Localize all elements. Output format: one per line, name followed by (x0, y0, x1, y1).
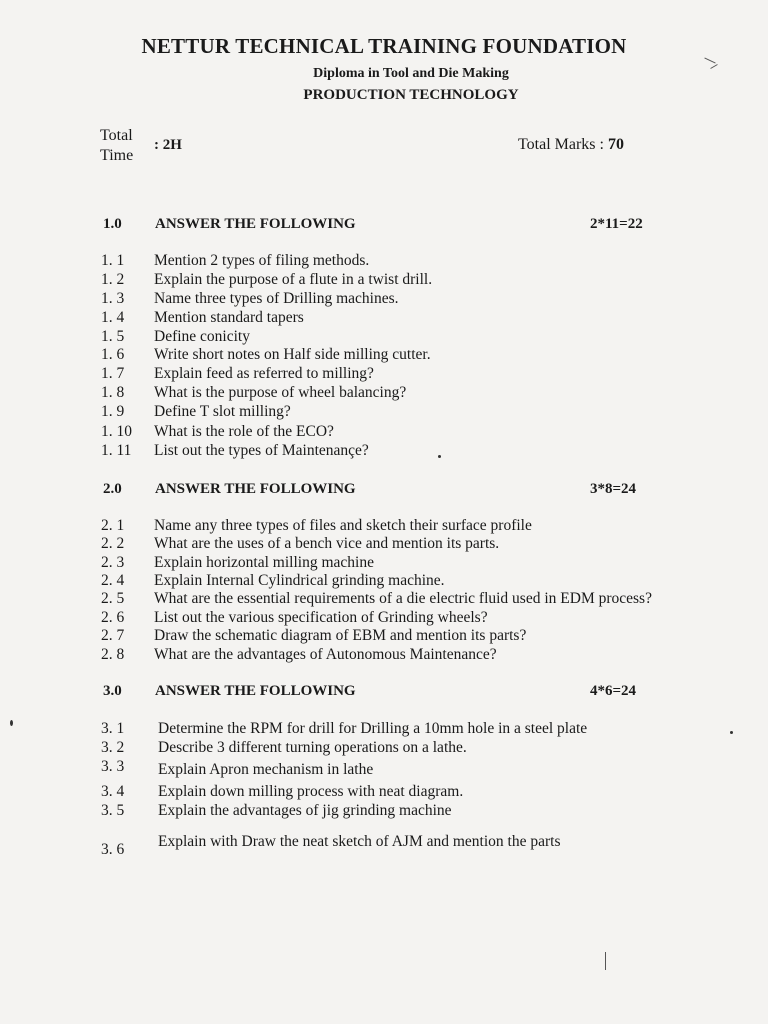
scan-mark (605, 952, 606, 970)
question-text: What is the purpose of wheel balancing? (154, 384, 407, 401)
question-text: Mention 2 types of filing methods. (154, 252, 370, 269)
section-title: ANSWER THE FOLLOWING (155, 481, 356, 497)
question-number: 3. 6 (101, 841, 125, 858)
question-text: Name three types of Drilling machines. (154, 290, 399, 307)
question-number: 2. 7 (101, 627, 125, 644)
question-text: What are the essential requirements of a die electric fluid used in EDM process? (154, 590, 652, 607)
question-text: Name any three types of files and sketch their surface profile (154, 517, 532, 534)
question-number: 2. 8 (101, 646, 125, 663)
question-text: Explain the advantages of jig grinding machine (158, 802, 452, 819)
question-text: List out the types of Maintenançe? (154, 442, 369, 459)
question-text: Define T slot milling? (154, 403, 291, 420)
question-text: Explain Apron mechanism in lathe (158, 761, 374, 778)
question-text: Explain Internal Cylindrical grinding machine. (154, 572, 445, 589)
question-text: Explain down milling process with neat diagram. (158, 783, 464, 800)
question-text: Write short notes on Half side milling cutter. (154, 346, 431, 363)
question-number: 2. 4 (101, 572, 125, 589)
scan-speck (10, 720, 13, 726)
question-number: 1. 11 (101, 442, 132, 459)
question-number: 1. 10 (101, 423, 132, 440)
question-number: 1. 5 (101, 328, 125, 345)
time-value: : 2H (154, 137, 182, 153)
question-text: Determine the RPM for drill for Drilling a 10mm hole in a steel plate (158, 720, 588, 737)
question-number: 1. 7 (101, 365, 125, 382)
section-title: ANSWER THE FOLLOWING (155, 683, 356, 699)
question-text: Explain the purpose of a flute in a twist drill. (154, 271, 433, 288)
question-text: List out the various specification of Grinding wheels? (154, 609, 488, 626)
section-number: 1.0 (103, 216, 122, 232)
scan-speck (730, 731, 733, 734)
section-title: ANSWER THE FOLLOWING (155, 216, 356, 232)
question-number: 3. 5 (101, 802, 125, 819)
question-text: What are the uses of a bench vice and mention its parts. (154, 535, 500, 552)
total-marks-label: Total Marks : (518, 136, 604, 153)
total-marks-value: 70 (607, 136, 624, 153)
question-number: 2. 6 (101, 609, 125, 626)
question-text: Describe 3 different turning operations on a lathe. (158, 739, 467, 756)
program-subtitle: Diploma in Tool and Die Making (313, 66, 509, 81)
question-number: 1. 1 (101, 252, 125, 269)
question-number: 2. 5 (101, 590, 125, 607)
question-text: Explain feed as referred to milling? (154, 365, 374, 382)
section-number: 3.0 (103, 683, 122, 699)
subject-title: PRODUCTION TECHNOLOGY (303, 87, 519, 103)
question-text: Draw the schematic diagram of EBM and mention its parts? (154, 627, 527, 644)
question-number: 2. 1 (101, 517, 125, 534)
institution-title: NETTUR TECHNICAL TRAINING FOUNDATION (141, 34, 627, 58)
question-number: 2. 2 (101, 535, 125, 552)
question-number: 1. 3 (101, 290, 125, 307)
question-text: Explain with Draw the neat sketch of AJM and mention the parts (158, 833, 561, 850)
question-number: 3. 4 (101, 783, 125, 800)
section-marks: 2*11=22 (590, 216, 643, 232)
question-text: What is the role of the ECO? (154, 423, 334, 440)
question-number: 3. 1 (101, 720, 125, 737)
question-number: 1. 2 (101, 271, 125, 288)
question-number: 3. 2 (101, 739, 125, 756)
section-marks: 4*6=24 (590, 683, 637, 699)
question-number: 2. 3 (101, 554, 125, 571)
section-marks: 3*8=24 (590, 481, 637, 497)
question-text: What are the advantages of Autonomous Maintenance? (154, 646, 497, 663)
question-number: 1. 9 (101, 403, 125, 420)
question-number: 1. 8 (101, 384, 125, 401)
question-number: 3. 3 (101, 758, 125, 775)
time-label: Total Time (100, 127, 134, 164)
section-number: 2.0 (103, 481, 122, 497)
question-number: 1. 6 (101, 346, 125, 363)
question-text: Explain horizontal milling machine (154, 554, 374, 571)
question-number: 1. 4 (101, 309, 125, 326)
question-text: Define conicity (154, 328, 250, 345)
scan-speck (438, 455, 441, 458)
question-text: Mention standard tapers (154, 309, 304, 326)
total-marks (518, 136, 624, 154)
